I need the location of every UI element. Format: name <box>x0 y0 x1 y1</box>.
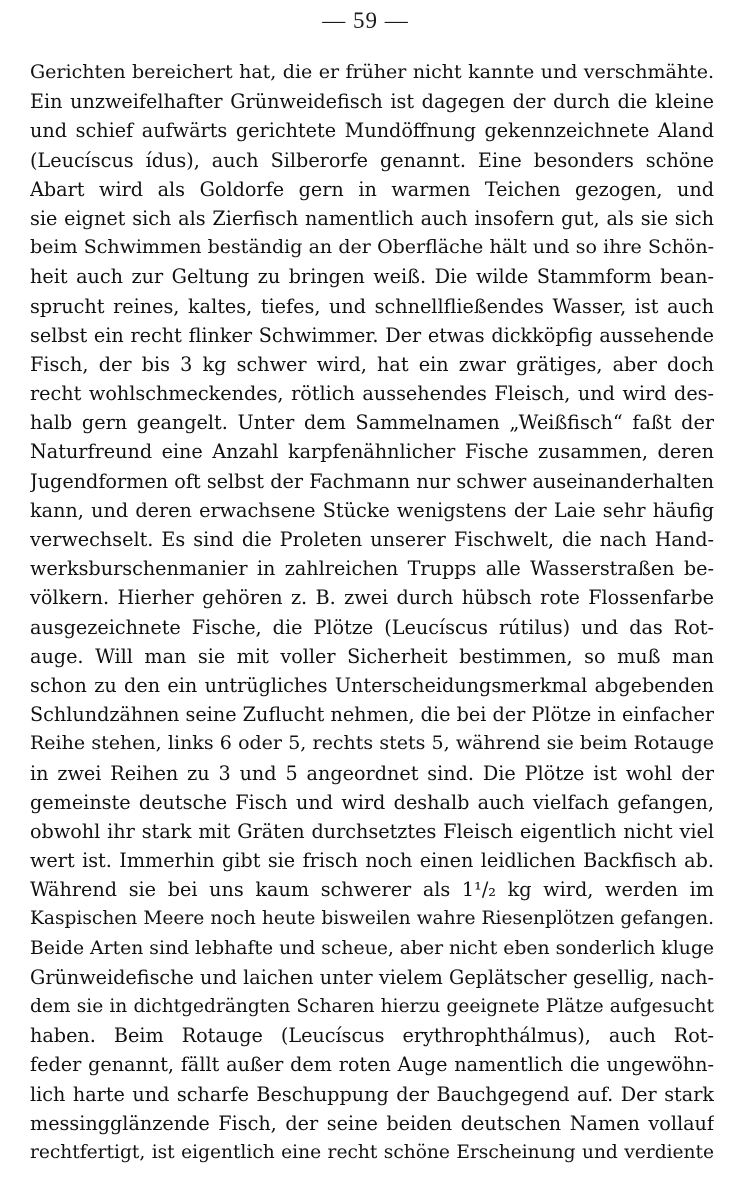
text-line: werksburschenmanier in zahlreichen Trupps alle Wasserstraßen be- <box>30 557 714 581</box>
text-line: heit auch zur Geltung zu bringen weiß. Die wilde Stammform bean- <box>30 265 714 289</box>
body-text <box>30 58 714 1167</box>
text-line: schon zu den ein untrügliches Unterscheidungsmerkmal abgebenden <box>30 673 714 697</box>
text-line: Gerichten bereichert hat, die er früher nicht kannte und verschmähte. <box>30 61 714 83</box>
text-line: Reihe stehen, links 6 oder 5, rechts stets 5, während sie beim Rotauge <box>30 732 714 755</box>
text-line: selbst ein recht flinker Schwimmer. Der etwas dickköpfig aussehende <box>30 323 714 347</box>
text-line: Abart wird als Goldorfe gern in warmen Teichen gezogen, und <box>30 177 714 201</box>
text-line: in zwei Reihen zu 3 und 5 angeordnet sind. Die Plötze ist wohl der <box>30 761 714 785</box>
text-line: Kaspischen Meere noch heute bisweilen wahre Riesenplötzen gefangen. <box>30 908 714 930</box>
text-line: Fisch, der bis 3 kg schwer wird, hat ein zwar grätiges, aber doch <box>30 352 714 376</box>
text-line: sprucht reines, kaltes, tiefes, und schnellfließendes Wasser, ist auch <box>30 294 714 318</box>
text-line: Jugendformen oft selbst der Fachmann nur schwer auseinanderhalten <box>30 469 714 493</box>
text-line: obwohl ihr stark mit Gräten durchsetztes Fleisch eigentlich nicht viel <box>30 819 714 843</box>
text-line: Beide Arten sind lebhafte und scheue, aber nicht eben sonderlich kluge <box>30 937 714 959</box>
text-line: völkern. Hierher gehören z. B. zwei durch hübsch rote Flossenfarbe <box>30 586 714 610</box>
text-line: haben. Beim Rotauge (Leucíscus erythrophthálmus), auch Rot- <box>30 1024 714 1048</box>
text-line: gemeinste deutsche Fisch und wird deshalb auch vielfach gefangen, <box>30 790 714 814</box>
text-line: (Leucíscus ídus), auch Silberorfe genannt. Eine besonders schöne <box>30 148 714 172</box>
text-line: kann, und deren erwachsene Stücke wenigstens der Laie sehr häufig <box>30 498 714 522</box>
text-line: auge. Will man sie mit voller Sicherheit bestimmen, so muß man <box>30 644 714 668</box>
text-line: ausgezeichnete Fische, die Plötze (Leucíscus rútilus) und das Rot- <box>30 615 714 639</box>
text-line: Schlundzähnen seine Zuflucht nehmen, die bei der Plötze in einfacher <box>30 703 714 727</box>
text-line: halb gern geangelt. Unter dem Sammelnamen „Weißfisch“ faßt der <box>30 411 714 435</box>
text-line: messingglänzende Fisch, der seine beiden deutschen Namen vollauf <box>30 1111 714 1135</box>
text-line: und schief aufwärts gerichtete Mundöffnung gekennzeichnete Aland <box>30 119 714 143</box>
text-line: Ein unzweifelhafter Grünweidefisch ist dagegen der durch die kleine <box>30 90 714 114</box>
text-line: Grünweidefische und laichen unter vielem Geplätscher gesellig, nach- <box>30 965 714 989</box>
text-line: wert ist. Immerhin gibt sie frisch noch einen leidlichen Backfisch ab. <box>30 849 714 873</box>
page-number: — 59 — <box>322 8 409 33</box>
text-line: verwechselt. Es sind die Proleten unserer Fischwelt, die nach Hand- <box>30 528 714 551</box>
text-line: sie eignet sich als Zierfisch namentlich auch insofern gut, als sie sich <box>30 206 714 230</box>
text-line: lich harte und scharfe Beschuppung der Bauchgegend auf. Der stark <box>30 1082 714 1106</box>
text-line: Während sie bei uns kaum schwerer als 1¹/₂ kg wird, werden im <box>30 878 714 902</box>
text-line: rechtfertigt, ist eigentlich eine recht schöne Erscheinung und verdiente <box>30 1141 714 1163</box>
text-line: beim Schwimmen beständig an der Oberfläche hält und so ihre Schön- <box>30 236 714 259</box>
text-line: recht wohlschmeckendes, rötlich aussehendes Fleisch, und wird des- <box>30 382 714 406</box>
text-line: Naturfreund eine Anzahl karpfenähnlicher Fische zusammen, deren <box>30 440 714 464</box>
text-line: dem sie in dichtgedrängten Scharen hierzu geeignete Plätze aufgesucht <box>30 996 714 1017</box>
text-line: feder genannt, fällt außer dem roten Auge namentlich die ungewöhn- <box>30 1053 714 1077</box>
